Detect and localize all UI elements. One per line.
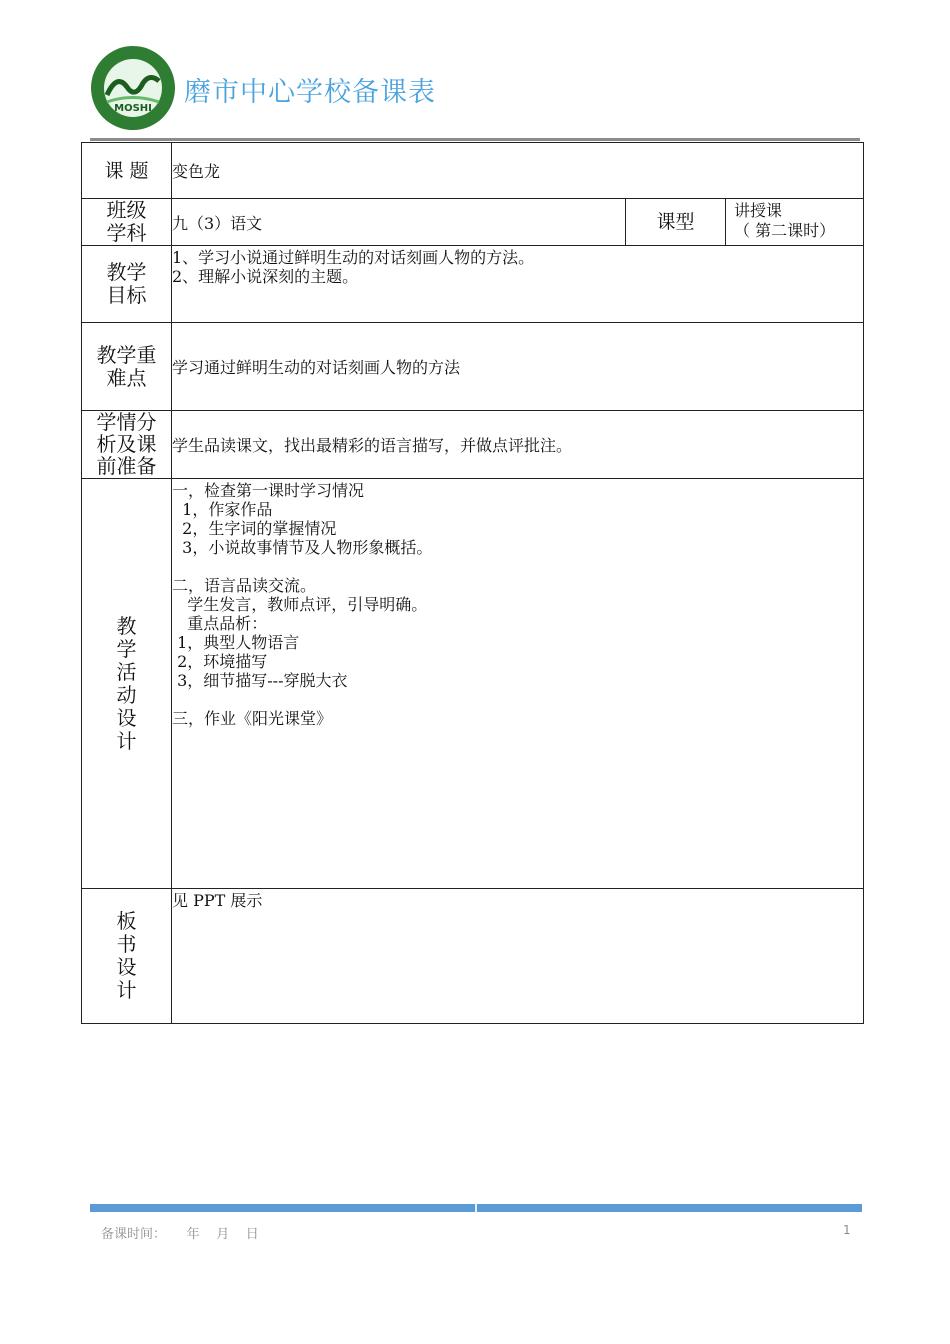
topic-value: 变色龙 [172,143,864,199]
svg-text:MOSHI: MOSHI [114,103,152,114]
row-objectives [82,246,864,323]
activities-label: 教学活动设计 [116,613,137,753]
preparation-label: 学情分析及课前准备 [96,410,157,478]
header-rule [90,138,860,141]
row-preparation [82,411,864,479]
objectives-text: 1、学习小说通过鲜明生动的对话刻画人物的方法。 2、理解小说深刻的主题。 [172,248,535,286]
row-topic [82,143,864,199]
row-board [82,889,864,1024]
activities-text: 一，检查第一课时学习情况 1，作家作品 2，生字词的掌握情况 3，小说故事情节及人物形象概括。 二，语言品读交流。 学生发言，教师点评，引导明确。 重点品析： 1，典型人物语言 2，环境描写 3，细节描写---穿脱大衣 三，作业《阳光课堂》 [172,481,433,728]
key-points-value: 学习通过鲜明生动的对话刻画人物的方法 [172,323,864,411]
class-subject-label: 班级学科 [106,198,147,245]
page-number: 1 [843,1223,851,1237]
board-label: 板书设计 [116,909,137,1002]
row-activities [82,479,864,889]
board-text: 见 PPT 展示 [172,891,263,910]
row-class-subject [82,199,864,246]
key-points-label: 教学重难点 [96,342,157,390]
topic-label: 课 题 [82,143,172,199]
prep-time: 备课时间： 年 月 日 [101,1227,259,1242]
row-key-points [82,323,864,411]
lesson-type-label: 课型 [626,199,726,246]
school-title: 磨市中心学校备课表 [184,77,436,108]
school-logo [90,45,176,131]
footer-bar [90,1204,860,1212]
preparation-value: 学生品读课文，找出最精彩的语言描写，并做点评批注。 [172,411,864,479]
objectives-label: 教学目标 [106,260,147,307]
lesson-type-value: 讲授课 （ 第二课时） [734,201,836,240]
lesson-plan-table [81,142,864,1024]
class-subject-value: 九（3）语文 [172,199,626,246]
